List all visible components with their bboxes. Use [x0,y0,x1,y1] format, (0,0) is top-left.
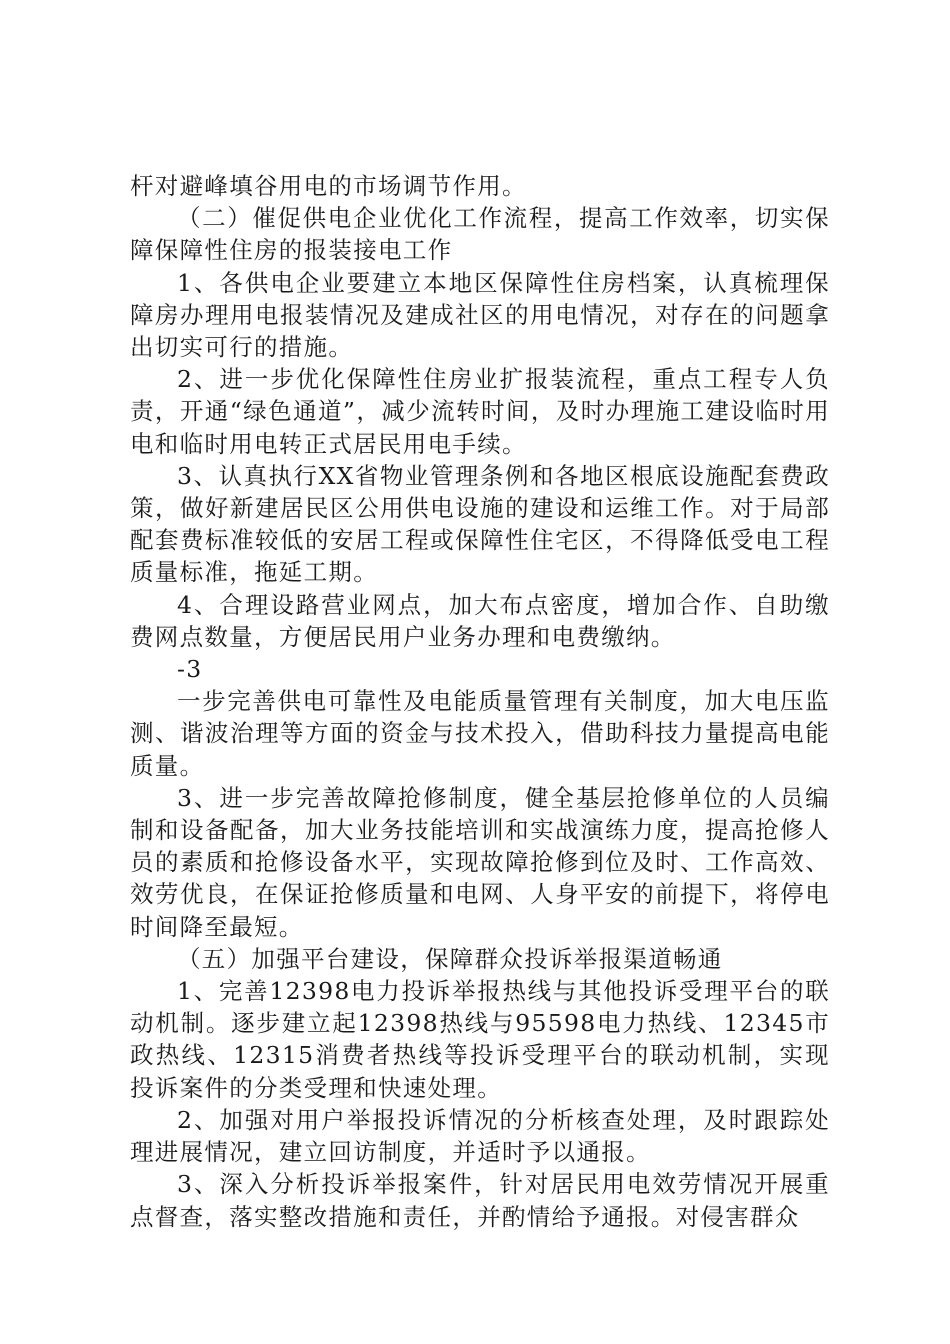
paragraph-5: 3、认真执行XX省物业管理条例和各地区根底设施配套费政策，做好新建居民区公用供电设施的建设和运维工作。对于局部配套费标准较低的安居工程或保障性住宅区，不得降低受电工程质量标准，拖延工期。 [130,461,830,587]
paragraph-12: 2、加强对用户举报投诉情况的分析核查处理，及时跟踪处理进展情况，建立回访制度，并适时予以通报。 [130,1105,830,1167]
paragraph-4: 2、进一步优化保障性住房业扩报装流程，重点工程专人负责，开通“绿色通道”，减少流转时间，及时办理施工建设临时用电和临时用电转正式居民用电手续。 [130,365,830,458]
paragraph-11: 1、完善12398电力投诉举报热线与其他投诉受理平台的联动机制。逐步建立起12398热线与95598电力热线、12345市政热线、12315消费者热线等投诉受理平台的联动机制，实现投诉案件的分类受理和快速处理。 [130,977,830,1102]
paragraph-9: 3、进一步完善故障抢修制度，健全基层抢修单位的人员编制和设备配备，加大业务技能培训和实战演练力度，提高抢修人员的素质和抢修设备水平，实现故障抢修到位及时、工作高效、效劳优良，在保证抢修质量和电网、人身平安的前提下，将停电时间降至最短。 [130,783,830,941]
paragraph-6: 4、合理设路营业网点，加大布点密度，增加合作、自助缴费网点数量，方便居民用户业务办理和电费缴纳。 [130,590,830,651]
paragraph-8: 一步完善供电可靠性及电能质量管理有关制度，加大电压监测、谐波治理等方面的资金与技术投入，借助科技力量提高电能质量。 [130,687,830,780]
paragraph-13: 3、深入分析投诉举报案件，针对居民用电效劳情况开展重点督查，落实整改措施和责任，并酌情给予通报。对侵害群众 [130,1170,830,1231]
paragraph-1: 杆对避峰填谷用电的市场调节作用。 [130,172,527,200]
paragraph-7: -3 [177,655,203,684]
paragraph-10: （五）加强平台建设，保障群众投诉举报渠道畅通 [177,944,723,973]
paragraph-2: （二）催促供电企业优化工作流程，提高工作效率，切实保障保障性住房的报装接电工作 [130,204,830,265]
paragraph-3: 1、各供电企业要建立本地区保障性住房档案，认真梳理保障房办理用电报装情况及建成社区的用电情况，对存在的问题拿出切实可行的措施。 [130,268,830,362]
document-body [130,170,830,1233]
